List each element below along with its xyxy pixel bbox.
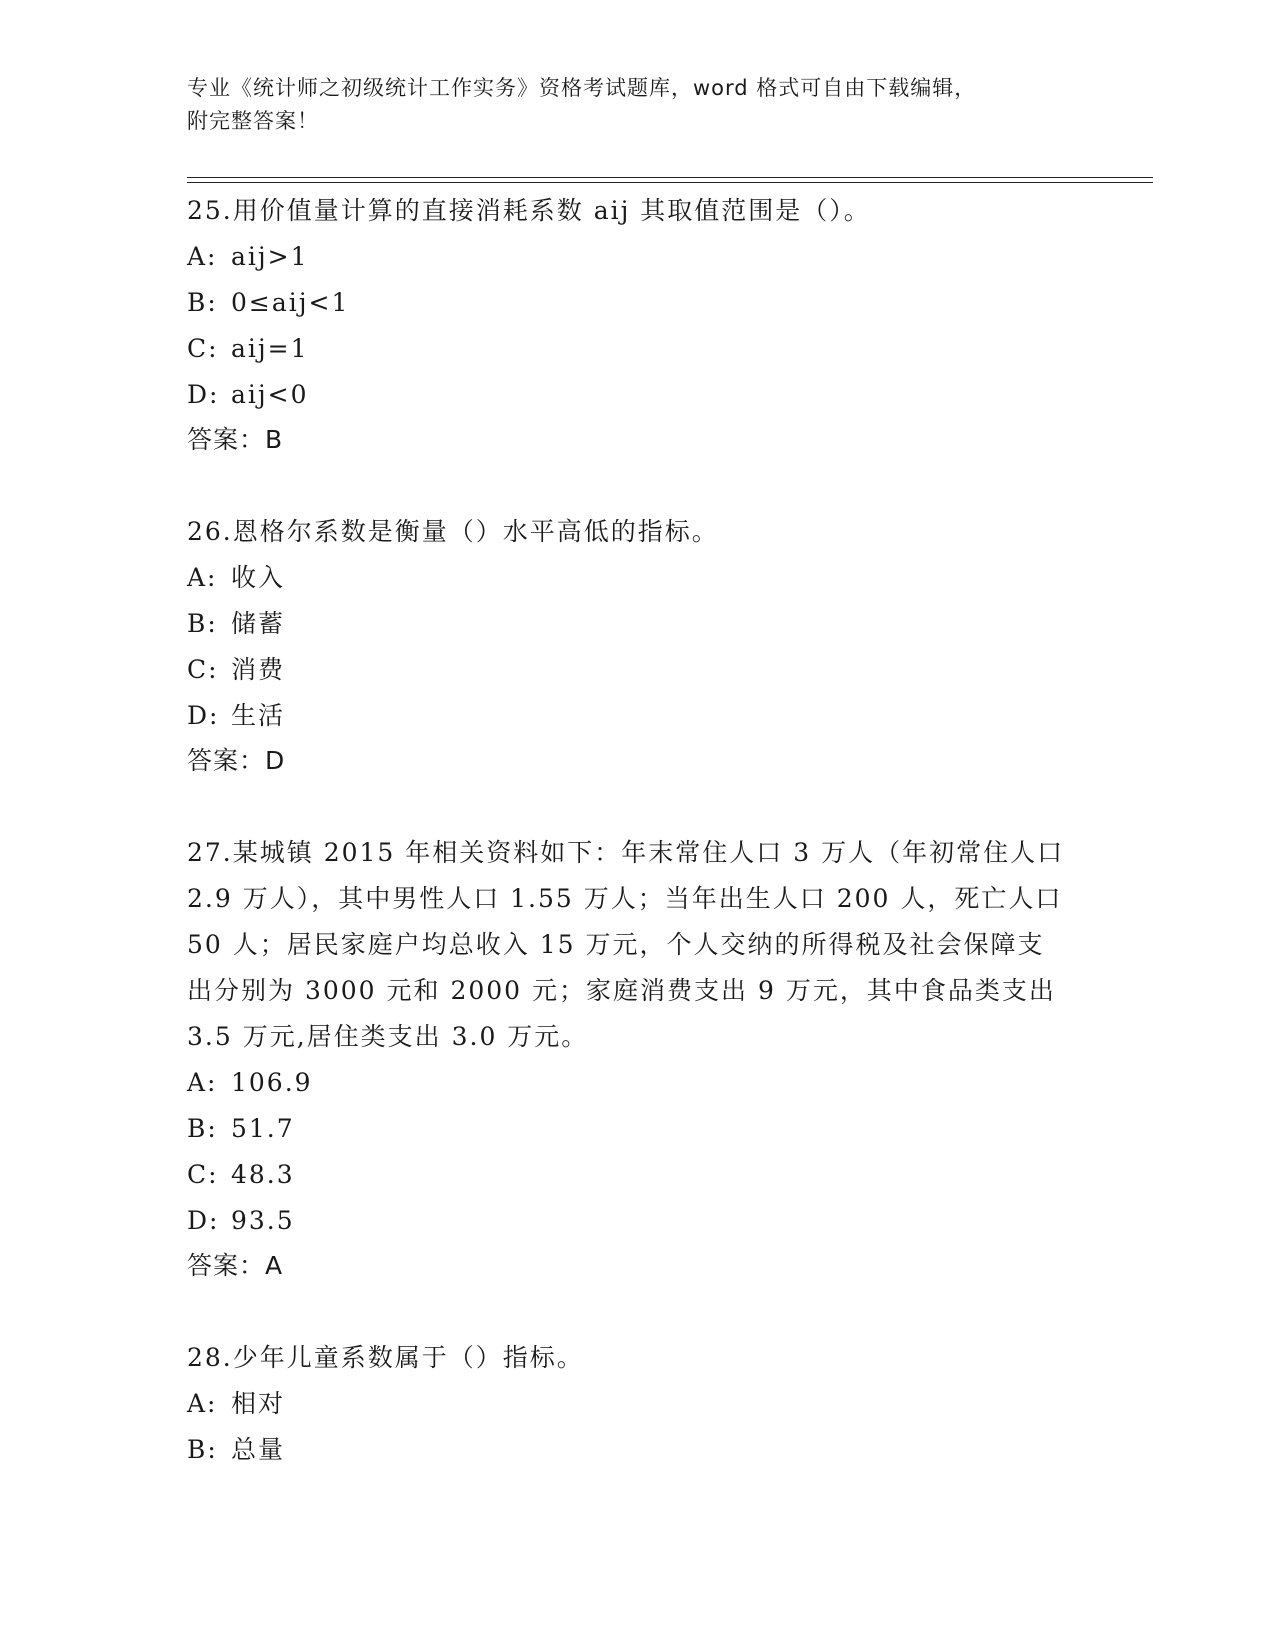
- option-b: [187, 280, 1067, 326]
- option-text: 0≤aij<1: [231, 288, 350, 317]
- question-stem: 26.恩格尔系数是衡量（）水平高低的指标。: [187, 517, 719, 546]
- header-divider-bottom: [187, 182, 1153, 183]
- option-text: 51.7: [231, 1114, 295, 1143]
- option-b: [187, 1106, 1067, 1152]
- option-text: 储蓄: [231, 609, 286, 638]
- option-key: D:: [187, 1206, 220, 1235]
- question-stem: 28.少年儿童系数属于（）指标。: [187, 1343, 584, 1372]
- option-b: [187, 601, 1067, 647]
- option-text: 106.9: [231, 1068, 313, 1097]
- option-text: aij<0: [231, 380, 309, 409]
- header-divider-top: [187, 177, 1153, 178]
- option-a: [187, 1381, 1067, 1427]
- answer-label: 答案：B: [187, 425, 284, 454]
- answer-label: 答案：A: [187, 1251, 284, 1280]
- question-25: [187, 188, 1067, 462]
- question-stem: 25.用价值量计算的直接消耗系数 aij 其取值范围是（）。: [187, 196, 871, 225]
- option-a: [187, 555, 1067, 601]
- option-key: B:: [187, 288, 218, 317]
- option-text: 消费: [231, 655, 286, 684]
- option-a: [187, 1060, 1067, 1106]
- question-stem: 27.某城镇 2015 年相关资料如下：年末常住人口 3 万人（年初常住人口 2.9 万人），其中男性人口 1.55 万人；当年出生人口 200 人，死亡人口 50 人；居民家庭户均总收入 15 万元，个人交纳的所得税及社会保障支出分别为 3000 元和 2000 元；家庭消费支出 9 万元，其中食品类支出 3.5 万元,居住类支出 3.0 万元。: [187, 838, 1065, 1051]
- option-text: aij=1: [231, 334, 309, 363]
- option-key: C:: [187, 334, 219, 363]
- option-key: A:: [187, 563, 218, 592]
- option-text: 生活: [231, 701, 286, 730]
- option-key: B:: [187, 609, 218, 638]
- header-line-2: 附完整答案！: [187, 109, 319, 133]
- option-key: C:: [187, 1160, 219, 1189]
- option-key: A:: [187, 1389, 218, 1418]
- option-a: [187, 234, 1067, 280]
- question-list: [187, 188, 1067, 1473]
- option-key: A:: [187, 1068, 218, 1097]
- option-c: [187, 647, 1067, 693]
- option-text: 收入: [231, 563, 286, 592]
- question-27: [187, 830, 1067, 1288]
- question-28: [187, 1335, 1067, 1473]
- option-d: [187, 1198, 1067, 1244]
- option-key: C:: [187, 655, 219, 684]
- option-key: A:: [187, 242, 218, 271]
- option-b: [187, 1427, 1067, 1473]
- answer-label: 答案：D: [187, 746, 286, 775]
- option-d: [187, 693, 1067, 739]
- option-key: B:: [187, 1114, 218, 1143]
- option-key: B:: [187, 1435, 218, 1464]
- option-key: D:: [187, 380, 220, 409]
- document-header: [187, 72, 1067, 138]
- option-key: D:: [187, 701, 220, 730]
- option-c: [187, 1152, 1067, 1198]
- option-text: 相对: [231, 1389, 286, 1418]
- option-text: 总量: [231, 1435, 286, 1464]
- option-c: [187, 326, 1067, 372]
- option-text: 48.3: [231, 1160, 295, 1189]
- header-line-1: 专业《统计师之初级统计工作实务》资格考试题库，word 格式可自由下载编辑，: [187, 76, 977, 100]
- option-d: [187, 372, 1067, 418]
- option-text: aij>1: [231, 242, 309, 271]
- question-26: [187, 509, 1067, 783]
- option-text: 93.5: [231, 1206, 295, 1235]
